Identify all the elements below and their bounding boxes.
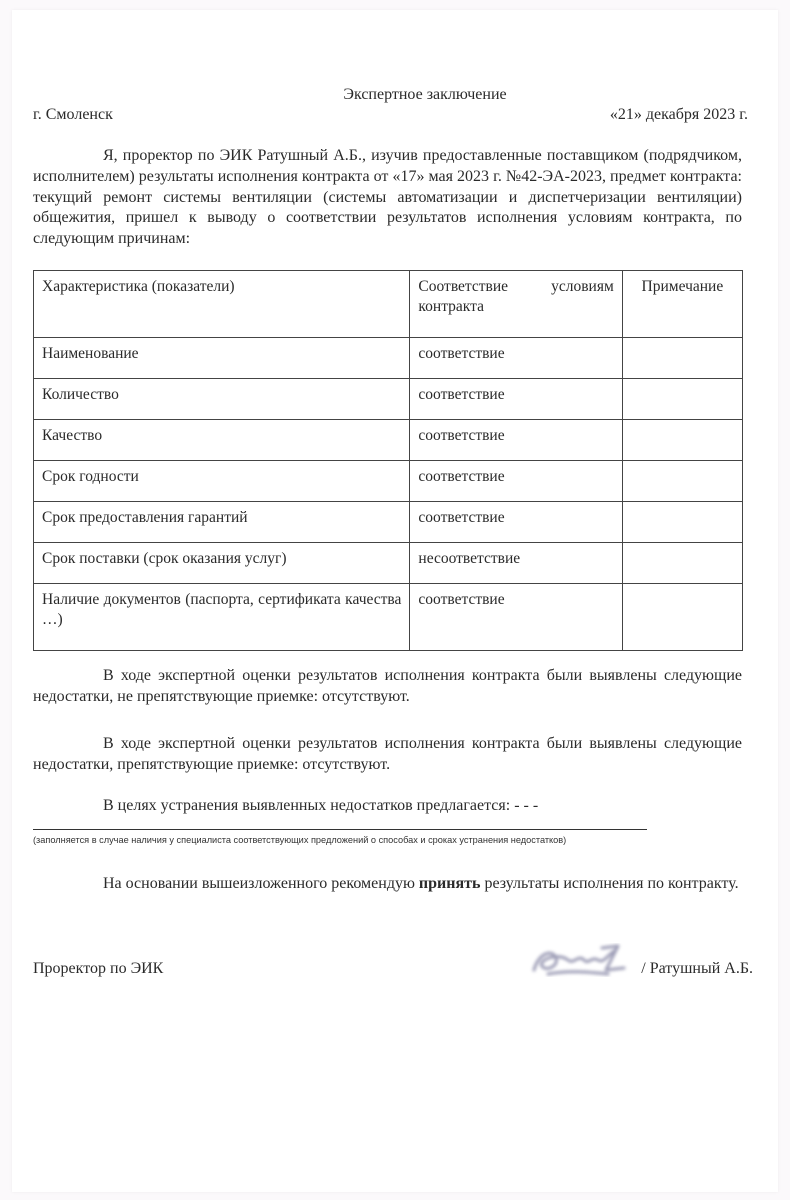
findings-blocking: В ходе экспертной оценки результатов исполнения контракта были выявлены следующие недостатки, препятствующие приемке: отсутствуют.: [33, 735, 742, 773]
row-note: [622, 420, 742, 461]
table-row: [34, 502, 743, 543]
handwritten-signature: [528, 940, 632, 984]
row-compliance: несоответствие: [410, 543, 622, 584]
header-compliance: [410, 271, 622, 338]
table-row: [34, 338, 743, 379]
header-compliance-word2: условиям: [551, 278, 614, 295]
conclusion-before: На основании вышеизложенного рекомендую: [103, 875, 419, 892]
row-characteristic: Срок поставки (срок оказания услуг): [34, 543, 410, 584]
header-compliance-word1: Соответствие: [418, 278, 509, 295]
row-characteristic: Наименование: [34, 338, 410, 379]
header-compliance-line1: [418, 277, 613, 297]
signer-name: / Ратушный А.Б.: [641, 960, 753, 977]
row-compliance: соответствие: [410, 584, 622, 651]
city-label: г. Смоленск: [33, 106, 113, 123]
table-row: [34, 584, 743, 651]
header-compliance-line2: контракта: [418, 298, 484, 315]
row-compliance: соответствие: [410, 502, 622, 543]
row-note: [622, 379, 742, 420]
row-characteristic: Срок годности: [34, 461, 410, 502]
intro-paragraph: Я, проректор по ЭИК Ратушный А.Б., изучив предоставленные поставщиком (подрядчиком, исполнителем) результаты исполнения контракта от «17» мая 2023 г. №42-ЭА-2023, предмет контракта: текущий ремонт системы вентиляции (системы автоматизации и диспетчеризации вентиляции) общежития, пришел к выводу о соответствии результатов исполнения условиям контракта, по следующим причинам:: [33, 147, 742, 248]
conclusion-paragraph: [33, 874, 742, 895]
row-characteristic: Качество: [34, 420, 410, 461]
findings-remedy: В целях устранения выявленных недостатков предлагается: - - -: [103, 797, 539, 814]
row-compliance: соответствие: [410, 461, 622, 502]
document-title: Экспертное заключение: [343, 86, 507, 103]
row-compliance: соответствие: [410, 338, 622, 379]
row-compliance: соответствие: [410, 420, 622, 461]
header-characteristic: Характеристика (показатели): [34, 271, 410, 338]
row-compliance: соответствие: [410, 379, 622, 420]
remedy-footnote: (заполняется в случае наличия у специалиста соответствующих предложений о способах и сроках устранения недостатков): [33, 835, 567, 845]
table-row: [34, 461, 743, 502]
remedy-fill-line: [33, 829, 647, 830]
row-note: [622, 461, 742, 502]
row-characteristic: Наличие документов (паспорта, сертификата качества …): [34, 584, 410, 651]
criteria-table: [33, 270, 743, 651]
table-row: [34, 420, 743, 461]
findings-non-blocking: В ходе экспертной оценки результатов исполнения контракта были выявлены следующие недостатки, не препятствующие приемке: отсутствуют.: [33, 667, 742, 705]
signer-position: Проректор по ЭИК: [33, 960, 164, 977]
table-header-row: [34, 271, 743, 338]
row-note: [622, 338, 742, 379]
row-note: [622, 502, 742, 543]
header-note: Примечание: [622, 271, 742, 338]
table-row: [34, 379, 743, 420]
row-note: [622, 543, 742, 584]
conclusion-after: результаты исполнения по контракту.: [480, 875, 739, 892]
document-date: «21» декабря 2023 г.: [609, 106, 748, 123]
conclusion-emphasis: принять: [418, 875, 481, 892]
table-row: [34, 543, 743, 584]
row-characteristic: Срок предоставления гарантий: [34, 502, 410, 543]
row-note: [622, 584, 742, 651]
row-characteristic: Количество: [34, 379, 410, 420]
